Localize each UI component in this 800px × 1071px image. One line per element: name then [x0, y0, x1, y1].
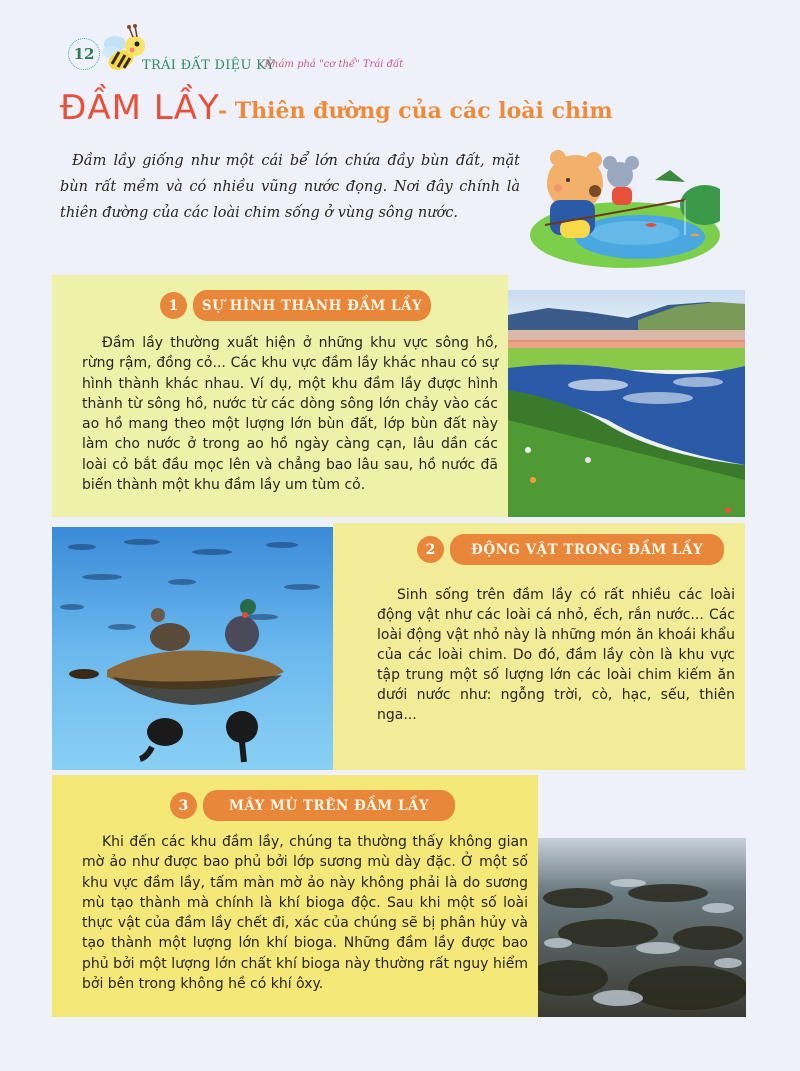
page-title: ĐẦM LẦY: [60, 88, 220, 128]
section-3-body: Khi đến các khu đầm lầy, chúng ta thường thấy không gian mờ ảo như được bao phủ bởi lớp sương mù dày đặc. Ở một số khu vực đầm lầy, tấm màn mờ ảo này không phải là do sương mù tạo thành mà chính là khí bioga độc. Sau khi một số loài thực vật của đầm lầy chết đi, xác của chúng sẽ bị phân hủy và tạo thành một lượng lớn khí bioga. Những đầm lầy được bao phủ bởi một lượng lớn chất khí bioga này thường rất nguy hiểm bởi bên trong không hề có khí ôxy.: [82, 834, 528, 993]
section-1-box: [52, 275, 508, 517]
section-2-heading: [417, 534, 724, 565]
ducks-photo: [52, 527, 333, 770]
section-number-badge: 1: [160, 292, 187, 319]
section-2-body: Sinh sống trên đầm lầy có rất nhiều các loài động vật như các loài cá nhỏ, ếch, rắn nước... Các loài động vật nhỏ này là những món ăn khoái khẩu của các loài chim. Do đó, đầm lầy còn là khu vực tập trung một số lượng lớn các loài chim kiếm ăn dưới nước như: ngỗng trời, cò, hạc, sếu, thiên nga...: [377, 587, 735, 723]
intro-paragraph: Đầm lầy giống như một cái bể lớn chứa đầy bùn đất, mặt bùn rất mềm và có nhiều vũng nước đọng. Nơi đây chính là thiên đường của các loài chim sống ở vùng sông nước.: [60, 153, 520, 221]
section-2-box: [333, 523, 745, 770]
page-subtitle: - Thiên đường của các loài chim: [218, 98, 613, 124]
section-heading-label: SỰ HÌNH THÀNH ĐẦM LẦY: [193, 290, 431, 321]
section-3-heading: [170, 790, 455, 821]
misty-swamp-photo: [538, 838, 746, 1017]
section-number-badge: 3: [170, 792, 197, 819]
page-number: 12: [68, 38, 100, 70]
bear-fishing-illustration: [520, 125, 720, 270]
series-title: TRÁI ĐẤT DIỆU KỲ: [142, 58, 276, 73]
marsh-lake-photo: [508, 290, 745, 517]
section-number-badge: 2: [417, 536, 444, 563]
section-heading-label: ĐỘNG VẬT TRONG ĐẦM LẦY: [450, 534, 724, 565]
series-subtitle: - Khám phá "cơ thể" Trái đất: [258, 59, 404, 70]
section-1-heading: [160, 290, 431, 321]
section-1-body: Đầm lầy thường xuất hiện ở những khu vực sông hồ, rừng rậm, đồng cỏ... Các khu vực đầm lầy khác nhau có sự hình thành khác nhau. Ví dụ, một khu đầm lầy được hình thành từ sông hồ, nước từ các dòng sông lớn chảy vào các ao hồ mang theo một lượng lớn bùn đất, lớp bùn đất này làm cho nước ở trong ao hồ ngày càng cạn, lâu dần các loài cỏ bắt đầu mọc lên và chẳng bao lâu sau, hồ nước đã biến thành một khu đầm lầy um tùm cỏ.: [82, 335, 498, 494]
section-heading-label: MÂY MÙ TRÊN ĐẦM LẦY: [203, 790, 455, 821]
section-3-box: [52, 775, 538, 1017]
